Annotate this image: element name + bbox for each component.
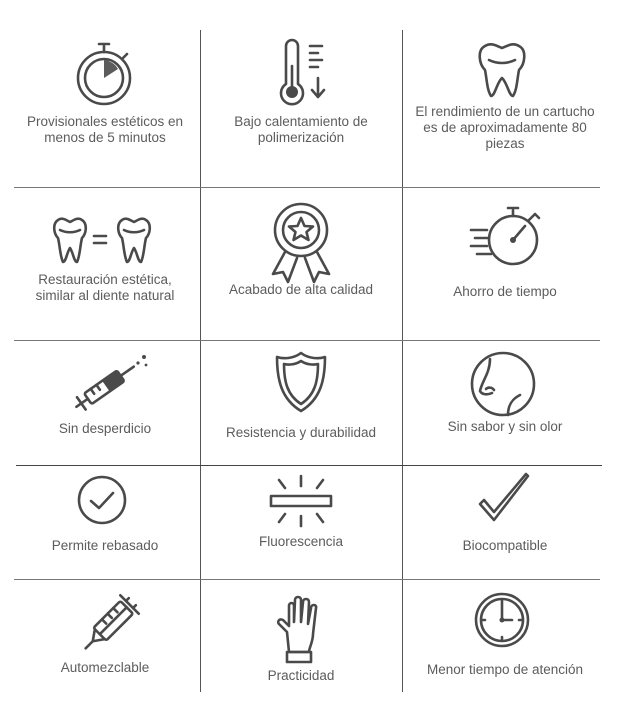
stopwatch-icon <box>69 38 139 113</box>
clock-icon <box>472 588 532 652</box>
feature-cell <box>402 580 608 692</box>
feature-label: Menor tiempo de atención <box>426 662 584 677</box>
feature-label: Biocompatible <box>462 538 548 553</box>
feature-cell <box>402 188 608 340</box>
feature-label: Sin desperdicio <box>58 421 152 436</box>
feature-cell <box>10 466 200 579</box>
glowing-bar-icon <box>261 472 341 532</box>
feature-cell <box>10 30 200 187</box>
feature-cell <box>402 341 608 465</box>
feature-label: Sin sabor y sin olor <box>447 419 563 434</box>
feature-label: Automezclable <box>60 660 150 675</box>
feature-label: El rendimiento de un cartucho es de aproximadamente 80 piezas <box>415 104 595 151</box>
feature-cell <box>10 341 200 465</box>
feature-cell <box>200 30 402 187</box>
feature-label: Resistencia y durabilidad <box>225 425 377 440</box>
feature-label: Restauración estética, similar al diente natural <box>35 272 175 303</box>
glove-icon <box>271 594 331 666</box>
feature-cell <box>402 466 608 579</box>
thermometer-icon <box>270 38 340 113</box>
feature-label: Practicidad <box>267 668 335 683</box>
tooth-icon <box>467 34 537 104</box>
feature-label: Provisionales estéticos en menos de 5 minutos <box>26 114 184 145</box>
feature-label: Bajo calentamiento de polimerización <box>234 114 368 145</box>
feature-cell <box>200 466 402 579</box>
award-ribbon-icon <box>261 198 341 288</box>
feature-cell <box>200 188 402 340</box>
feature-cell <box>10 188 200 340</box>
shield-icon <box>271 349 331 415</box>
feature-label: Permite rebasado <box>51 538 159 553</box>
feature-label: Ahorro de tiempo <box>453 284 557 299</box>
feature-cell <box>10 580 200 692</box>
feature-label: Fluorescencia <box>258 534 344 549</box>
syringe-icon <box>62 351 152 421</box>
check-circle-icon <box>74 472 130 528</box>
feature-cell <box>200 580 402 692</box>
tooth-equals-tooth-icon <box>50 212 160 270</box>
checkmark-icon <box>474 470 534 530</box>
mixing-syringe-icon <box>74 590 144 660</box>
feature-cell <box>200 341 402 465</box>
face-profile-icon <box>468 349 538 419</box>
feature-cell <box>402 30 608 187</box>
feature-label: Acabado de alta calidad <box>228 282 374 297</box>
fast-stopwatch-icon <box>467 202 547 272</box>
